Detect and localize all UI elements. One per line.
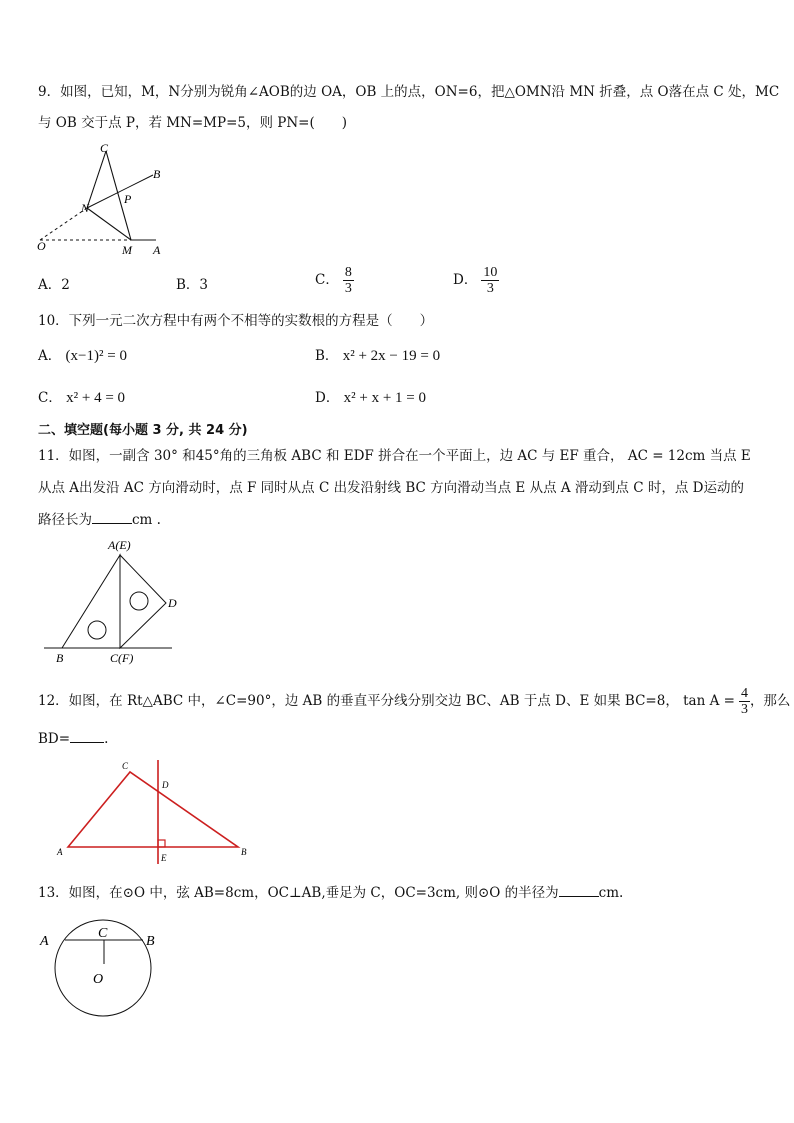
q11-label-d: D — [168, 596, 177, 610]
q12-stem-line2-end: . — [104, 731, 109, 747]
q12-triangle — [68, 772, 238, 847]
q11-stem-line3-unit: cm . — [132, 512, 161, 528]
q12-tan-fraction — [739, 686, 750, 717]
q13-label-a: A — [40, 934, 49, 949]
q13-figure — [38, 920, 168, 1020]
q9-option-c — [315, 265, 354, 296]
q13-stem-unit: cm. — [598, 885, 624, 901]
q13-label-o: O — [93, 972, 104, 987]
q10-stem: 10．下列一元二次方程中有两个不相等的实数根的方程是（ ） — [38, 313, 434, 329]
q11-label-b: B — [56, 651, 64, 665]
q13-stem-text: 13．如图，在⊙O 中，弦 AB=8cm，OC⊥AB,垂足为 C，OC=3cm, 则⊙O 的半径为 — [38, 885, 559, 901]
q10-option-a — [38, 346, 127, 366]
q12-stem-line2 — [38, 728, 108, 749]
q9-option-c-fraction — [343, 265, 354, 296]
q12-stem-line2-text: BD= — [38, 731, 71, 747]
q12-stem-line1-text: 12．如图，在 Rt△ABC 中，∠C=90°，边 AB 的垂直平分线分别交边 BC、AB 于点 D、E 如果 BC=8， tan A = — [38, 693, 735, 709]
q9-label-n: N — [81, 201, 90, 215]
q10-option-b-label: B． — [315, 348, 339, 364]
q9-stem-line2: 与 OB 交于点 P，若 MN=MP=5，则 PN=( ) — [38, 115, 348, 131]
q10-option-b — [315, 346, 440, 366]
section-heading-fill-in: 二、填空题(每小题 3 分, 共 24 分) — [38, 423, 248, 438]
q11-label-cf: C(F) — [110, 651, 134, 665]
q9-label-b: B — [153, 167, 161, 181]
q9-option-a: A．2 — [38, 277, 70, 293]
q12-stem-line1 — [38, 686, 790, 717]
q9-label-p: P — [124, 192, 132, 206]
q10-option-c-label: C． — [38, 390, 62, 406]
q12-label-d: D — [162, 780, 169, 790]
q13-answer-blank[interactable] — [559, 882, 599, 897]
q9-option-c-num: 8 — [344, 265, 352, 280]
q10-option-d-equation: x² + x + 1 = 0 — [343, 390, 427, 406]
q9-option-b: B．3 — [176, 277, 209, 293]
q11-stem-line2: 从点 A出发沿 AC 方向滑动时，点 F 同时从点 C 出发沿射线 BC 方向滑动当点 E 从点 A 滑动到点 C 时，点 D运动的 — [38, 480, 744, 496]
q13-stem — [38, 882, 623, 903]
q9-option-d-num: 10 — [483, 265, 498, 280]
q9-label-o: O — [37, 239, 46, 253]
q12-label-b: B — [241, 847, 247, 857]
q12-tan-num: 4 — [740, 686, 748, 701]
q13-label-c: C — [98, 926, 108, 941]
q11-figure — [44, 538, 184, 668]
q11-stem-line3-text: 路径长为 — [38, 512, 92, 528]
q10-option-d — [315, 388, 426, 408]
q9-option-c-label: C． — [315, 272, 339, 288]
q11-stem-line1: 11．如图，一副含 30° 和45°角的三角板 ABC 和 EDF 拼合在一个平面上，边 AC 与 EF 重合， AC = 12cm 当点 E — [38, 448, 751, 464]
q9-option-d-fraction — [481, 265, 499, 296]
q9-label-c: C — [100, 141, 109, 155]
q11-label-ae: A(E) — [108, 538, 131, 552]
q13-label-b: B — [146, 934, 155, 949]
q10-option-c — [38, 388, 125, 408]
q11-stem-line3 — [38, 509, 161, 530]
q9-option-d-label: D． — [453, 272, 478, 288]
q12-tan-den: 3 — [740, 702, 748, 717]
q12-stem-line1-end: ，那么 — [749, 693, 791, 709]
q10-option-a-equation: (x−1)² = 0 — [65, 348, 127, 364]
q9-label-a: A — [153, 243, 161, 257]
q10-option-d-label: D． — [315, 390, 340, 406]
q9-option-d — [453, 265, 499, 296]
q9-label-m: M — [122, 243, 132, 257]
q10-option-b-equation: x² + 2x − 19 = 0 — [342, 348, 441, 364]
q12-label-c: C — [122, 761, 129, 771]
q9-figure — [36, 140, 186, 260]
q9-stem-line1: 9．如图，已知，M，N分别为锐角∠AOB的边 OA，OB 上的点，ON=6，把△OMN沿 MN 折叠，点 O落在点 C 处，MC — [38, 84, 780, 100]
q10-option-c-equation: x² + 4 = 0 — [66, 390, 126, 406]
q12-label-e: E — [161, 853, 167, 863]
q10-option-a-label: A． — [38, 348, 62, 364]
q11-answer-blank[interactable] — [92, 509, 132, 524]
q12-answer-blank[interactable] — [70, 728, 104, 743]
q12-figure — [54, 758, 254, 868]
q9-option-c-den: 3 — [344, 281, 352, 296]
q9-option-d-den: 3 — [486, 281, 494, 296]
q12-label-a: A — [57, 847, 63, 857]
